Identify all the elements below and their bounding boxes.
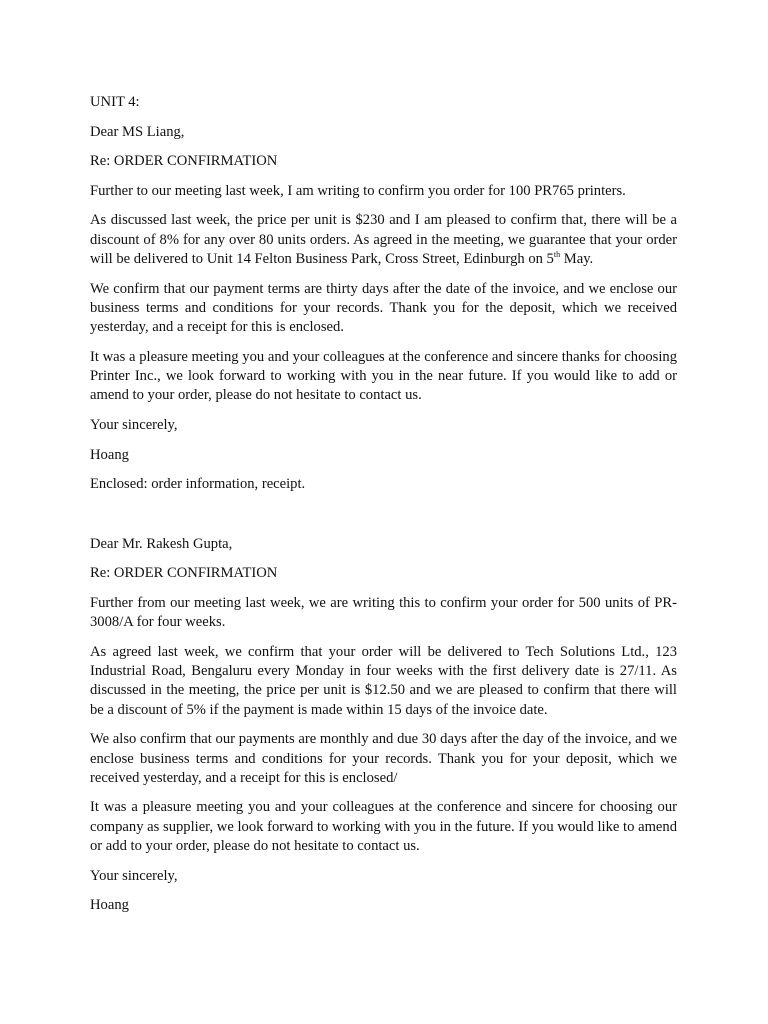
body-paragraph-4: It was a pleasure meeting you and your colleagues at the conference and sincere for choosing our company as supplier, we look forward to working with you in the future. If you would like to amend or add to your order, please do not hesitate to contact us. [90,799,677,855]
signature: Hoang [90,897,129,914]
closing: Your sincerely, [90,867,178,884]
letter-gupta [90,535,677,916]
unit-heading: UNIT 4: [90,94,140,110]
body-paragraph-2: As agreed last week, we confirm that your order will be delivered to Tech Solutions Ltd., 123 Industrial Road, Bengaluru every Monday in four weeks with the first delivery date is 27/11. As discussed in the meeting, the price per unit is $12.50 and we are pleased to confirm that there will be a discount of 5% if the payment is made within 15 days of the invoice date. [90,643,677,718]
closing: Your sincerely, [90,416,178,433]
body-paragraph-3: We confirm that our payment terms are thirty days after the date of the invoice, and we enclose our business terms and conditions for your records. Thank you for the deposit, which we received yesterday, and a receipt for this is enclosed. [90,280,677,336]
body-paragraph-1: Further from our meeting last week, we are writing this to confirm your order for 500 units of PR-3008/A for four weeks. [90,594,677,631]
body-paragraph-3: We also confirm that our payments are monthly and due 30 days after the day of the invoice, and we enclose business terms and conditions for your records. Thank you for your deposit, which we received yesterday, and a receipt for this is enclosed/ [90,731,677,786]
body-paragraph-2 [90,211,677,269]
letter-liang [90,93,677,494]
salutation: Dear MS Liang, [90,123,185,140]
body-paragraph-1: Further to our meeting last week, I am writing to confirm you order for 100 PR765 printers. [90,182,626,199]
salutation: Dear Mr. Rakesh Gupta, [90,535,233,552]
section-spacer [90,505,677,535]
body-paragraph-4: It was a pleasure meeting you and your colleagues at the conference and sincere thanks for choosing Printer Inc., we look forward to working with you in the near future. If you would like to add or amend to your order, please do not hesitate to contact us. [90,348,677,404]
paragraph-text: As discussed last week, the price per unit is $230 and I am pleased to confirm that, there will be a discount of 8% for any over 80 units orders. As agreed in the meeting, we guarantee that your order will be delivered to Unit 14 Felton Business Park, Cross Street, Edinburgh on 5 [90,212,677,267]
paragraph-text-end: May. [560,250,594,267]
enclosure-note: Enclosed: order information, receipt. [90,476,306,493]
document-page [90,93,677,926]
signature: Hoang [90,446,129,463]
ordinal-suffix: th [553,249,561,259]
subject-line: Re: ORDER CONFIRMATION [90,565,278,582]
subject-line: Re: ORDER CONFIRMATION [90,153,278,170]
